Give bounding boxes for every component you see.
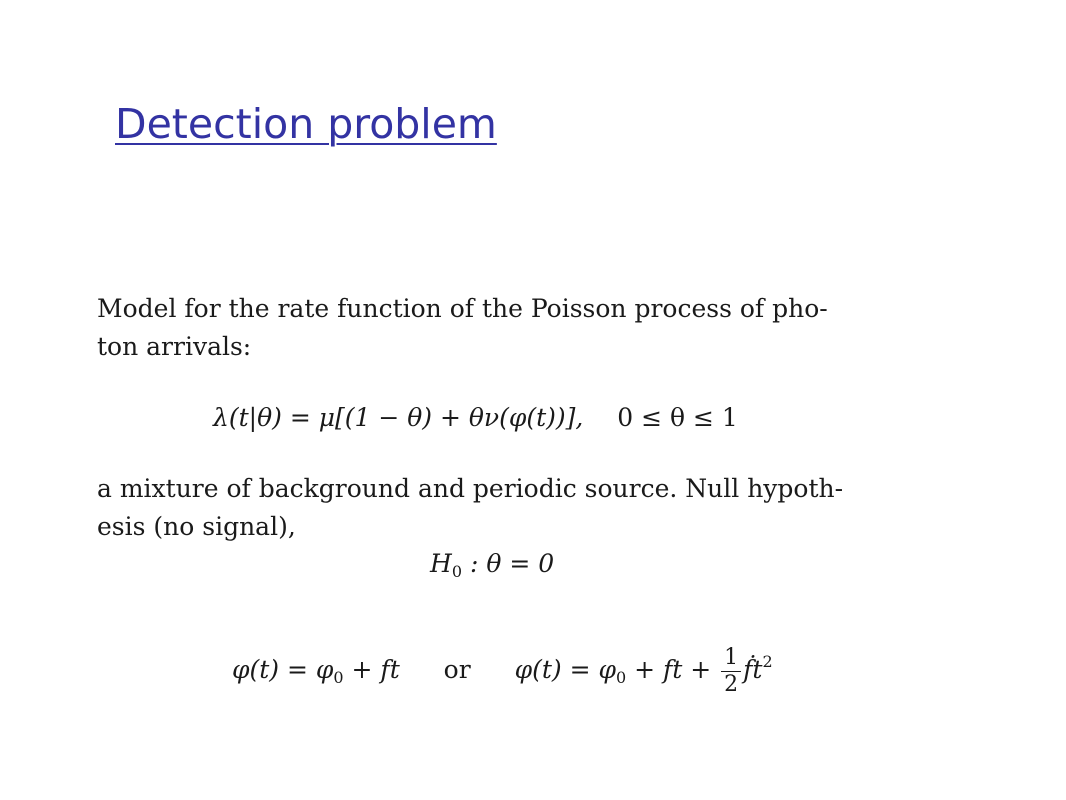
equation-rate-constraint: 0 ≤ θ ≤ 1 xyxy=(617,403,738,432)
equation-rate-function xyxy=(213,402,738,434)
equation-phase-quadratic: φ(t) = φ xyxy=(514,655,616,684)
equation-phase-models xyxy=(232,645,773,698)
fraction-numerator: 1 xyxy=(721,645,741,672)
equation-phase-linear-subscript: 0 xyxy=(333,668,344,687)
paragraph-line: ton arrivals: xyxy=(97,332,252,361)
equation-rate-expression: λ(t|θ) = μ[(1 − θ) + θν(φ(t))], xyxy=(213,403,584,432)
equation-null-rest: : θ = 0 xyxy=(462,549,555,578)
paragraph-model-description xyxy=(97,290,828,366)
equation-phase-quadratic-rest: + ft + xyxy=(626,655,720,684)
paragraph-mixture-description xyxy=(97,470,843,546)
equation-exponent: 2 xyxy=(762,652,773,671)
paragraph-line: Model for the rate function of the Poisson process of pho- xyxy=(97,294,828,323)
equation-phase-linear: φ(t) = φ xyxy=(232,655,334,684)
equation-fraction xyxy=(721,645,741,698)
equation-phase-quadratic-tail: ḟt xyxy=(743,655,763,684)
fraction-denominator: 2 xyxy=(724,672,739,697)
equation-phase-linear-rest: + ft xyxy=(343,655,400,684)
equation-null-subscript: 0 xyxy=(451,562,462,581)
paragraph-line: esis (no signal), xyxy=(97,512,296,541)
equation-or-word: or xyxy=(443,655,471,684)
paragraph-line: a mixture of background and periodic source. Null hypoth- xyxy=(97,474,844,503)
equation-null-symbol: H xyxy=(430,549,452,578)
equation-null-hypothesis xyxy=(430,548,554,588)
slide-title: Detection problem xyxy=(115,100,497,148)
equation-phase-quadratic-subscript: 0 xyxy=(615,668,627,687)
